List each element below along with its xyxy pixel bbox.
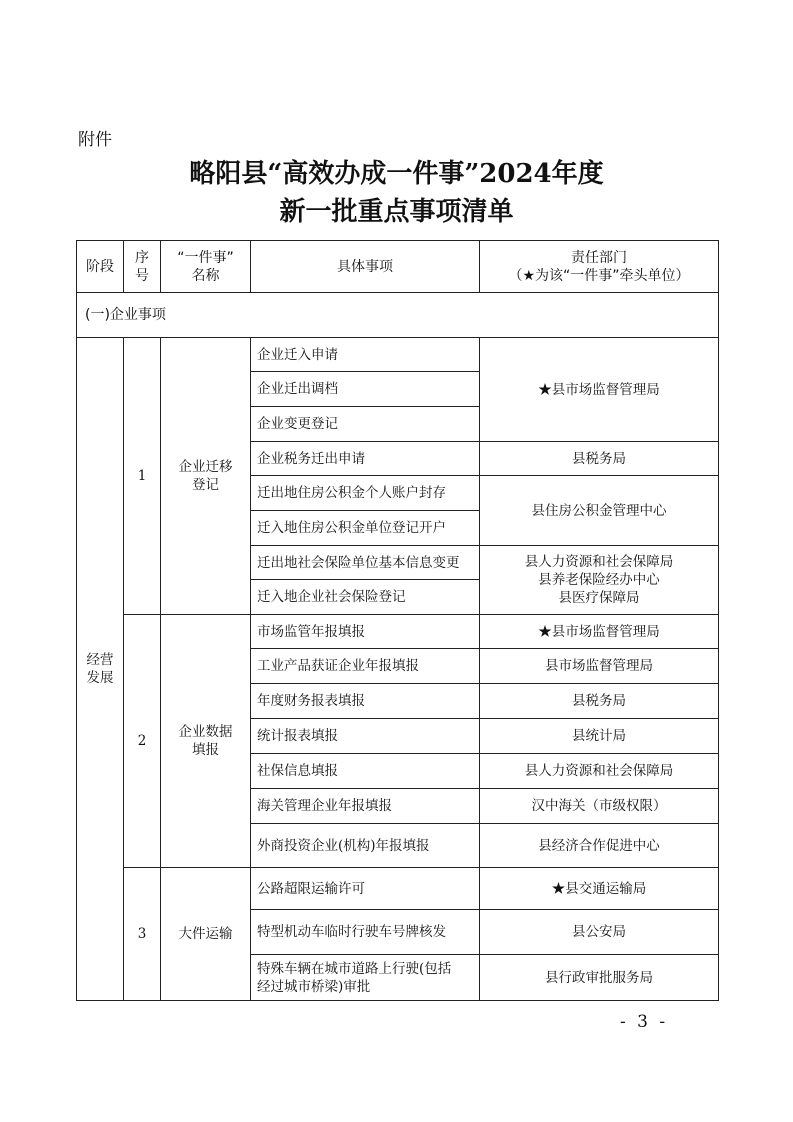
- dept-cell: 汉中海关（市级权限）: [480, 789, 719, 824]
- title-line-1: 略阳县“高效办成一件事”2024年度: [189, 159, 604, 189]
- item-cell: 特型机动车临时行驶车号牌核发: [251, 910, 480, 955]
- dept-cell: 县人力资源和社会保障局 县养老保险经办中心 县医疗保障局: [480, 546, 719, 615]
- table-row: [77, 615, 719, 649]
- dept-cell: 县行政审批服务局: [480, 955, 719, 1001]
- dept-cell: 县住房公积金管理中心: [480, 476, 719, 546]
- column-header-items: 具体事项: [251, 241, 480, 293]
- group-2-name: 企业数据 填报: [161, 615, 251, 868]
- column-header-no: 序 号: [124, 241, 161, 293]
- item-cell: 公路超限运输许可: [251, 868, 480, 910]
- group-2-no: 2: [124, 615, 161, 868]
- item-cell: 企业迁入申请: [251, 338, 480, 372]
- dept-cell: 县统计局: [480, 719, 719, 754]
- attachment-label: 附件: [78, 130, 112, 150]
- table-row: [77, 868, 719, 910]
- dept-cell: 县人力资源和社会保障局: [480, 754, 719, 789]
- column-header-name: “一件事” 名称: [161, 241, 251, 293]
- document-title: [0, 155, 793, 231]
- dept-cell: ★县交通运输局: [480, 868, 719, 910]
- item-cell: 市场监管年报填报: [251, 615, 480, 649]
- item-cell: 特殊车辆在城市道路上行驶(包括 经过城市桥梁)审批: [251, 955, 480, 1001]
- title-line-2: 新一批重点事项清单: [279, 197, 514, 227]
- column-header-dept: 责任部门 （★为该“一件事”牵头单位）: [480, 241, 719, 293]
- item-cell: 企业变更登记: [251, 407, 480, 442]
- dept-cell: 县公安局: [480, 910, 719, 955]
- column-header-stage: 阶段: [77, 241, 124, 293]
- group-3-no: 3: [124, 868, 161, 1001]
- item-cell: 统计报表填报: [251, 719, 480, 754]
- section-title: (一)企业事项: [77, 293, 719, 338]
- matters-table: [76, 240, 719, 1001]
- item-cell: 外商投资企业(机构)年报填报: [251, 824, 480, 868]
- stage-cell: 经营 发展: [77, 338, 124, 1001]
- item-cell: 企业迁出调档: [251, 372, 480, 407]
- dept-cell: 县市场监督管理局: [480, 649, 719, 684]
- item-cell: 社保信息填报: [251, 754, 480, 789]
- item-cell: 迁出地社会保险单位基本信息变更: [251, 546, 480, 580]
- dept-cell: ★县市场监督管理局: [480, 615, 719, 649]
- group-1-name: 企业迁移 登记: [161, 338, 251, 615]
- item-cell: 迁入地企业社会保险登记: [251, 580, 480, 615]
- dept-cell: 县税务局: [480, 442, 719, 476]
- page-number: - 3 -: [620, 1012, 669, 1032]
- dept-cell: 县税务局: [480, 684, 719, 719]
- item-cell: 企业税务迁出申请: [251, 442, 480, 476]
- item-cell: 海关管理企业年报填报: [251, 789, 480, 824]
- item-cell: 迁入地住房公积金单位登记开户: [251, 511, 480, 546]
- group-1-no: 1: [124, 338, 161, 615]
- table-header-row: [77, 241, 719, 293]
- group-3-name: 大件运输: [161, 868, 251, 1001]
- item-cell: 年度财务报表填报: [251, 684, 480, 719]
- dept-cell: ★县市场监督管理局: [480, 338, 719, 442]
- item-cell: 工业产品获证企业年报填报: [251, 649, 480, 684]
- item-cell: 迁出地住房公积金个人账户封存: [251, 476, 480, 511]
- dept-cell: 县经济合作促进中心: [480, 824, 719, 868]
- table-row: [77, 338, 719, 372]
- section-row: [77, 293, 719, 338]
